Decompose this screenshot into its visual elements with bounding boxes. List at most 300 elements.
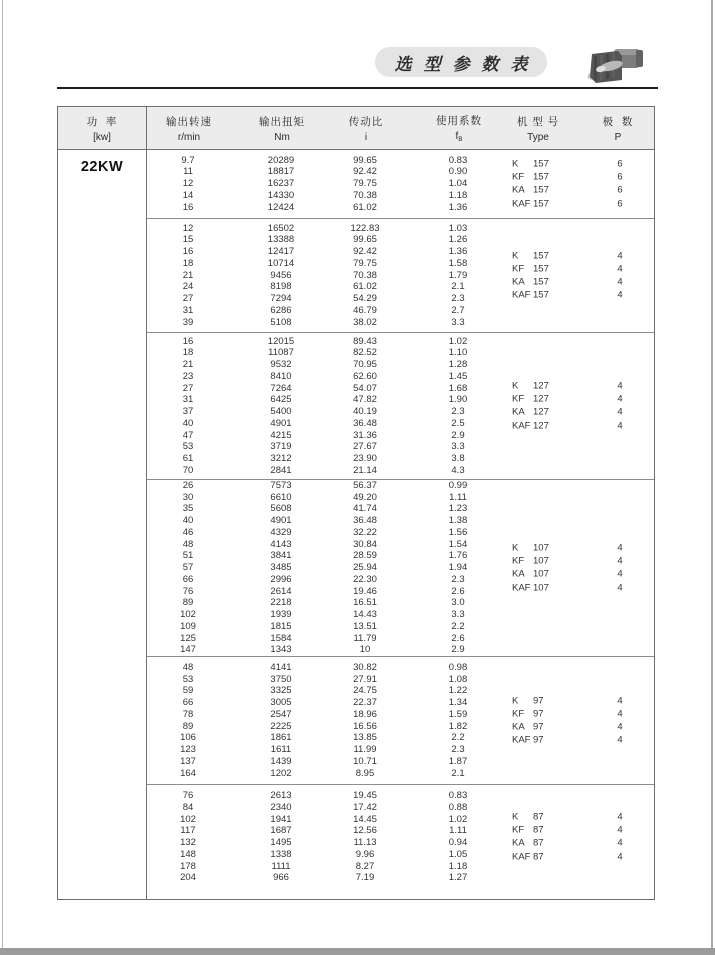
speed-value: 37 — [182, 406, 194, 417]
poles-value: 4 — [617, 824, 623, 836]
col-header-speed: 输出转速 r/min — [166, 115, 212, 143]
speed-value: 57 — [182, 562, 194, 574]
type-prefix: K — [512, 695, 519, 707]
ratio-value: 10 — [359, 644, 371, 656]
speed-value: 109 — [180, 620, 196, 632]
type-row — [512, 289, 653, 302]
table-row — [147, 527, 654, 539]
service-factor-value: 0.98 — [448, 661, 468, 673]
service-factor-value: 1.10 — [448, 347, 468, 359]
torque-value: 1202 — [270, 767, 292, 779]
speed-value: 204 — [180, 872, 196, 884]
speed-value: 76 — [182, 585, 194, 597]
poles-value: 4 — [617, 838, 623, 849]
torque-value: 14330 — [267, 189, 295, 201]
service-factor-value: 0.99 — [448, 479, 468, 491]
speed-value: 47 — [182, 429, 194, 441]
ratio-value: 13.51 — [353, 620, 377, 632]
type-size: 97 — [533, 695, 544, 707]
poles-value: 4 — [617, 569, 623, 580]
poles-value: 4 — [617, 289, 623, 301]
service-factor-value: 4.3 — [451, 464, 465, 476]
table-row — [147, 359, 654, 371]
speed-value: 78 — [182, 708, 194, 720]
speed-value: 102 — [180, 609, 196, 621]
speed-value: 84 — [182, 801, 194, 813]
table-row — [147, 453, 654, 465]
type-prefix: K — [512, 542, 519, 554]
col-power-unit: [kw] — [93, 131, 111, 143]
torque-value: 2547 — [270, 708, 292, 720]
service-factor-value: 1.58 — [448, 257, 468, 269]
service-factor-value: 1.05 — [448, 848, 468, 860]
service-factor-value: 2.9 — [451, 429, 465, 441]
type-size: 107 — [533, 542, 549, 554]
type-prefix: KF — [512, 393, 525, 405]
ratio-value: 9.96 — [355, 848, 375, 860]
speed-value: 125 — [180, 632, 196, 644]
table-row — [147, 768, 654, 780]
speed-value: 66 — [182, 573, 194, 585]
type-row — [512, 380, 653, 393]
torque-value: 3750 — [270, 673, 292, 685]
table-row — [147, 662, 654, 674]
poles-value: 4 — [617, 582, 623, 594]
ratio-value: 13.85 — [353, 732, 377, 744]
service-factor-value: 1.56 — [448, 526, 468, 538]
speed-value: 16 — [182, 335, 194, 347]
service-factor-value: 1.36 — [448, 201, 468, 213]
speed-value: 53 — [182, 673, 194, 685]
type-row — [512, 158, 653, 171]
service-factor-value: 0.94 — [448, 837, 468, 848]
poles-value: 4 — [617, 811, 623, 823]
col-header-poles: 极 数 P — [602, 115, 634, 143]
speed-value: 89 — [182, 597, 194, 609]
type-poles-block — [512, 249, 653, 302]
torque-value: 12424 — [267, 201, 295, 213]
type-row — [512, 694, 653, 707]
type-row — [512, 276, 653, 289]
ratio-value: 30.84 — [353, 538, 377, 550]
speed-value: 31 — [182, 394, 194, 406]
speed-value: 46 — [182, 526, 194, 538]
ratio-value: 14.45 — [353, 813, 377, 825]
speed-value: 40 — [182, 417, 194, 429]
service-factor-value: 1.87 — [448, 755, 468, 767]
type-row — [512, 707, 653, 720]
poles-value: 4 — [617, 276, 623, 288]
ratio-value: 46.79 — [353, 304, 377, 316]
service-factor-value: 3.0 — [451, 597, 465, 609]
type-size: 157 — [533, 198, 549, 210]
type-prefix: KA — [512, 838, 525, 849]
service-factor-value: 0.83 — [448, 790, 468, 801]
type-prefix: KAF — [512, 851, 531, 863]
torque-value: 1815 — [270, 620, 292, 632]
speed-value: 12 — [182, 222, 194, 234]
table-row — [147, 234, 654, 246]
type-prefix: KAF — [512, 734, 531, 746]
type-row — [512, 581, 653, 594]
power-value: 22KW — [58, 150, 147, 899]
service-factor-value: 3.3 — [451, 609, 465, 621]
table-row — [147, 305, 654, 317]
ratio-value: 11.99 — [353, 744, 377, 755]
ratio-value: 25.94 — [353, 562, 377, 574]
speed-value: 14 — [182, 189, 194, 201]
table-row — [147, 317, 654, 329]
service-factor-value: 2.2 — [451, 732, 465, 744]
ratio-group — [147, 332, 654, 479]
torque-value: 12015 — [267, 335, 295, 347]
torque-value: 18817 — [267, 166, 295, 178]
group-rows — [147, 155, 654, 214]
ratio-value: 27.67 — [353, 441, 377, 453]
speed-value: 16 — [182, 201, 194, 213]
type-size: 87 — [533, 811, 544, 823]
torque-value: 3485 — [270, 562, 292, 574]
speed-value: 21 — [182, 359, 194, 370]
type-size: 127 — [533, 380, 549, 392]
service-factor-value: 3.8 — [451, 453, 465, 464]
type-row — [512, 171, 653, 184]
ratio-value: 54.07 — [353, 382, 377, 394]
ratio-group — [147, 218, 654, 332]
type-size: 87 — [533, 824, 544, 836]
type-row — [512, 568, 653, 581]
type-size: 107 — [533, 582, 549, 594]
service-factor-value: 1.68 — [448, 382, 468, 394]
type-prefix: KF — [512, 171, 525, 183]
group-rows — [147, 662, 654, 780]
service-factor-value: 1.90 — [448, 394, 468, 406]
ratio-value: 31.36 — [353, 429, 377, 441]
type-prefix: KA — [512, 276, 525, 288]
torque-value: 3005 — [270, 697, 292, 708]
speed-value: 15 — [182, 234, 194, 246]
service-factor-value: 1.27 — [448, 872, 468, 884]
ratio-value: 47.82 — [353, 394, 377, 406]
group-rows — [147, 336, 654, 477]
type-prefix: KA — [512, 721, 525, 733]
poles-value: 6 — [617, 185, 623, 196]
service-factor-value: 0.90 — [448, 166, 468, 178]
type-prefix: KF — [512, 708, 525, 720]
type-size: 157 — [533, 263, 549, 275]
type-poles-block — [512, 542, 653, 595]
ratio-value: 79.75 — [353, 178, 377, 190]
speed-value: 59 — [182, 685, 194, 697]
speed-value: 70 — [182, 464, 194, 476]
service-factor-value: 1.79 — [448, 269, 468, 281]
speed-value: 61 — [182, 453, 194, 464]
speed-value: 30 — [182, 491, 194, 503]
type-prefix: KA — [512, 569, 525, 580]
table-row — [147, 790, 654, 802]
service-factor-value: 1.22 — [448, 685, 468, 697]
ratio-value: 70.95 — [353, 359, 377, 370]
speed-value: 31 — [182, 304, 194, 316]
ratio-value: 61.02 — [353, 201, 377, 213]
service-factor-value: 1.45 — [448, 370, 468, 382]
col-header-torque: 输出扭矩 Nm — [259, 115, 305, 143]
type-size: 97 — [533, 734, 544, 746]
table-row — [147, 492, 654, 504]
type-size: 127 — [533, 407, 549, 418]
poles-value: 4 — [617, 734, 623, 746]
service-factor-value: 1.02 — [448, 813, 468, 825]
ratio-value: 11.13 — [353, 837, 377, 848]
speed-value: 102 — [180, 813, 196, 825]
type-prefix: KAF — [512, 420, 531, 432]
page-edge-left — [2, 0, 3, 955]
type-prefix: KAF — [512, 289, 531, 301]
ratio-value: 79.75 — [353, 257, 377, 269]
ratio-value: 22.30 — [353, 573, 377, 585]
torque-value: 1584 — [270, 632, 292, 644]
service-factor-value: 1.82 — [448, 720, 468, 732]
speed-value: 132 — [180, 837, 196, 848]
type-poles-block — [512, 380, 653, 433]
service-factor-value: 2.5 — [451, 417, 465, 429]
torque-value: 5400 — [270, 406, 292, 417]
type-prefix: KAF — [512, 582, 531, 594]
poles-value: 4 — [617, 263, 623, 275]
ratio-group — [147, 150, 654, 218]
type-size: 87 — [533, 851, 544, 863]
poles-value: 6 — [617, 171, 623, 183]
speed-value: 9.7 — [181, 154, 195, 166]
service-factor-value: 1.34 — [448, 697, 468, 708]
type-prefix: K — [512, 380, 519, 392]
ratio-value: 49.20 — [353, 491, 377, 503]
torque-value: 966 — [273, 872, 289, 884]
service-factor-value: 1.94 — [448, 562, 468, 574]
ratio-value: 23.90 — [353, 453, 377, 464]
service-factor-value: 0.88 — [448, 801, 468, 813]
ratio-value: 16.51 — [353, 597, 377, 609]
ratio-value: 18.96 — [353, 708, 377, 720]
type-prefix: KAF — [512, 198, 531, 210]
torque-value: 6286 — [270, 304, 292, 316]
header-rule — [57, 87, 658, 89]
table-row — [147, 644, 654, 656]
torque-value: 4329 — [270, 526, 292, 538]
service-factor-value: 1.18 — [448, 860, 468, 872]
torque-value: 5608 — [270, 503, 292, 515]
torque-value: 2614 — [270, 585, 292, 597]
ratio-value: 82.52 — [353, 347, 377, 359]
page-title — [375, 47, 547, 77]
torque-value: 16502 — [267, 222, 295, 234]
speed-value: 23 — [182, 370, 194, 382]
group-rows — [147, 223, 654, 329]
service-factor-value: 2.9 — [451, 644, 465, 656]
speed-value: 106 — [180, 732, 196, 744]
ratio-value: 8.27 — [355, 860, 375, 872]
ratio-value: 22.37 — [353, 697, 377, 708]
torque-value: 1861 — [270, 732, 292, 744]
page-edge-right — [711, 0, 713, 955]
speed-value: 39 — [182, 316, 194, 328]
type-row — [512, 419, 653, 432]
table-row — [147, 480, 654, 492]
torque-value: 4901 — [270, 515, 292, 527]
speed-value: 137 — [180, 755, 196, 767]
type-size: 127 — [533, 420, 549, 432]
ratio-value: 10.71 — [353, 755, 377, 767]
table-row — [147, 336, 654, 348]
torque-value: 9532 — [270, 359, 292, 370]
torque-value: 8198 — [270, 281, 292, 293]
type-row — [512, 249, 653, 262]
col-header-service-factor: 使用系数 $f_B$ — [436, 115, 482, 143]
torque-value: 2225 — [270, 720, 292, 732]
gearmotor-image — [584, 44, 648, 86]
table-row — [147, 756, 654, 768]
type-row — [512, 824, 653, 837]
torque-value: 2613 — [270, 790, 292, 801]
speed-value: 147 — [180, 644, 196, 656]
torque-value: 4143 — [270, 538, 292, 550]
type-size: 157 — [533, 276, 549, 288]
speed-value: 26 — [182, 479, 194, 491]
type-prefix: K — [512, 811, 519, 823]
torque-value: 9456 — [270, 269, 292, 281]
speed-value: 18 — [182, 347, 194, 359]
poles-value: 6 — [617, 158, 623, 170]
service-factor-value: 2.6 — [451, 632, 465, 644]
selection-table — [57, 106, 655, 900]
service-factor-value: 2.3 — [451, 293, 465, 305]
type-poles-block — [512, 694, 653, 747]
torque-value: 1611 — [270, 744, 292, 755]
poles-value: 4 — [617, 851, 623, 863]
table-row — [147, 503, 654, 515]
service-factor-value: 1.03 — [448, 222, 468, 234]
torque-value: 12417 — [267, 246, 295, 258]
torque-value: 3719 — [270, 441, 292, 453]
ratio-group — [147, 656, 654, 784]
service-factor-value: 2.7 — [451, 304, 465, 316]
torque-value: 20289 — [267, 154, 295, 166]
speed-value: 53 — [182, 441, 194, 453]
speed-value: 48 — [182, 661, 194, 673]
service-factor-value: 1.23 — [448, 503, 468, 515]
service-factor-value: 0.83 — [448, 154, 468, 166]
service-factor-value: 3.3 — [451, 441, 465, 453]
ratio-value: 11.79 — [353, 632, 377, 644]
service-factor-value: 1.02 — [448, 335, 468, 347]
torque-value: 10714 — [267, 257, 295, 269]
type-row — [512, 393, 653, 406]
col-header-power — [58, 107, 147, 149]
ratio-value: 38.02 — [353, 316, 377, 328]
service-factor-value: 2.1 — [451, 767, 465, 779]
torque-value: 2340 — [270, 801, 292, 813]
ratio-value: 36.48 — [353, 515, 377, 527]
poles-value: 4 — [617, 420, 623, 432]
torque-value: 1941 — [270, 813, 292, 825]
table-body — [58, 150, 654, 899]
table-row — [147, 633, 654, 645]
torque-value: 4215 — [270, 429, 292, 441]
table-row — [147, 621, 654, 633]
service-factor-value: 1.59 — [448, 708, 468, 720]
ratio-value: 24.75 — [353, 685, 377, 697]
poles-value: 4 — [617, 708, 623, 720]
speed-value: 16 — [182, 246, 194, 258]
service-factor-value: 1.11 — [449, 491, 467, 503]
table-row — [147, 515, 654, 527]
torque-value: 5108 — [270, 316, 292, 328]
table-row — [147, 674, 654, 686]
col-header-type: 机 型 号 Type — [516, 115, 560, 143]
service-factor-value: 1.28 — [448, 359, 468, 370]
col-header-ratio: 传动比 i — [348, 115, 384, 143]
torque-value: 11087 — [268, 347, 294, 359]
type-poles-block — [512, 158, 653, 211]
group-rows — [147, 790, 654, 884]
speed-value: 178 — [180, 860, 196, 872]
service-factor-value: 1.11 — [449, 825, 467, 837]
service-factor-value: 2.6 — [451, 585, 465, 597]
ratio-group — [147, 479, 654, 656]
table-row — [147, 872, 654, 884]
torque-value: 4141 — [270, 661, 292, 673]
ratio-value: 40.19 — [353, 406, 377, 417]
ratio-group — [147, 784, 654, 899]
type-row — [512, 721, 653, 734]
poles-value: 4 — [617, 380, 623, 392]
type-row — [512, 197, 653, 210]
speed-value: 35 — [182, 503, 194, 515]
service-factor-value: 1.54 — [448, 538, 468, 550]
torque-value: 8410 — [270, 370, 292, 382]
table-row — [147, 223, 654, 235]
type-prefix: K — [512, 158, 519, 170]
poles-value: 4 — [617, 695, 623, 707]
type-row — [512, 850, 653, 863]
speed-value: 27 — [182, 382, 194, 394]
ratio-value: 12.56 — [353, 825, 377, 837]
service-factor-value: 1.08 — [448, 673, 468, 685]
ratio-value: 17.42 — [353, 801, 377, 813]
torque-value: 6610 — [270, 491, 292, 503]
speed-value: 40 — [182, 515, 194, 527]
type-size: 107 — [533, 569, 549, 580]
torque-value: 3841 — [270, 550, 292, 562]
ratio-value: 7.19 — [355, 872, 375, 884]
ratio-value: 21.14 — [353, 464, 377, 476]
ratio-value: 99.65 — [353, 234, 377, 246]
service-factor-value: 1.18 — [448, 189, 468, 201]
poles-value: 4 — [617, 393, 623, 405]
type-row — [512, 811, 653, 824]
service-factor-value: 2.2 — [451, 620, 465, 632]
poles-value: 4 — [617, 407, 623, 418]
type-row — [512, 542, 653, 555]
speed-value: 21 — [182, 269, 194, 281]
ratio-value: 30.82 — [353, 661, 377, 673]
ratio-value: 8.95 — [355, 767, 375, 779]
table-row — [147, 441, 654, 453]
ratio-value: 19.45 — [353, 790, 377, 801]
speed-value: 24 — [182, 281, 194, 293]
type-prefix: KA — [512, 185, 525, 196]
ratio-value: 28.59 — [353, 550, 377, 562]
